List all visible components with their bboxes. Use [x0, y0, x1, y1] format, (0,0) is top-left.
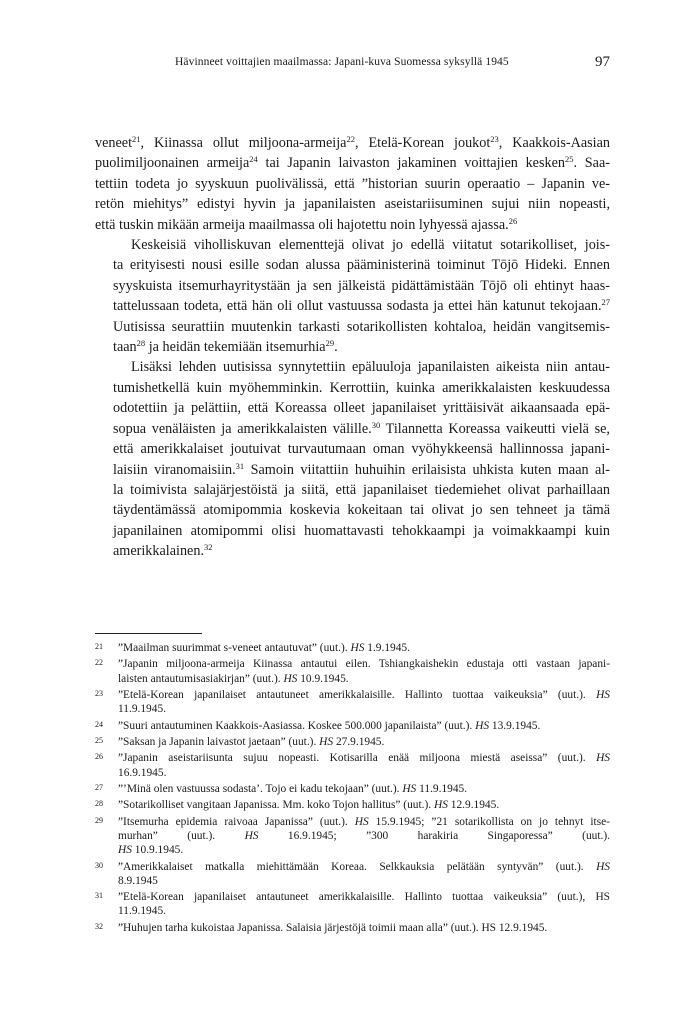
footnote-number: 23 [95, 688, 103, 698]
footnote-number: 22 [95, 658, 103, 668]
footnote-31 [95, 890, 610, 918]
text-line: retön miehitys” edistyi hyvin ja japanilaisten aseistariisuminen sujui niin nopeasti, [95, 196, 610, 213]
text-line: taan$^{28}$ ja heidän tekemiään itsemurhia$^{29}$. [113, 338, 338, 356]
footnote-number: 28 [95, 799, 103, 809]
footnote-ref: 24 [249, 154, 258, 165]
footnote-line: ”Japanin aseistariisunta sujuu nopeasti. Kotisarilla enää miljoona miestä aseissa” (uut.). HS [118, 752, 610, 765]
footnote-24 [95, 719, 610, 733]
text-line: japanilainen atomipommi olisi huomattavasti tehokkaampi ja voimakkaampi kuin [113, 522, 610, 539]
text-line: odotettiin ja pelättiin, että Koreassa olleet japanilaiset yrittäisivät aikaansaada epä- [113, 400, 610, 417]
footnote-ref: 25 [564, 154, 574, 165]
text-line: puolimiljoonainen armeija$^{24}$ tai Japanin laivaston jakaminen voittajien kesken$^{25}$. Saa- [95, 154, 610, 172]
text-line: veneet$^{21}$, Kiinassa ollut miljoona-armeija$^{22}$, Etelä-Korean joukot$^{23}$, Kaakkois-Aasian [95, 134, 610, 151]
footnote-30 [95, 860, 610, 888]
footnote-26 [95, 751, 610, 779]
footnote-ref: 23 [490, 134, 499, 144]
footnote-ref: 27 [601, 297, 610, 308]
footnote-number: 32 [95, 921, 103, 931]
text-line: la toimivista salajärjestöistä ja siitä, että japanilaiset tiedemiehet olivat parhaillaan [113, 481, 610, 498]
footnote-25 [95, 735, 610, 749]
text-line: että amerikkalaiset joutuivat turvautumaan oman vyöhykkeensä hallinnossa japani- [113, 441, 610, 458]
footnote-29 [95, 815, 610, 858]
footnote-line: ”Saksan ja Japanin laivastot jaetaan” (uut.). HS 27.9.1945. [118, 735, 385, 748]
running-title: Hävinneet voittajien maailmassa: Japani-kuva Suomessa syksyllä 1945 [175, 56, 509, 68]
footnote-line: ”Etelä-Korean japanilaiset antautuneet amerikkalaisille. Hallinto tuottaa vaikeuksia” (uut.), HS [118, 891, 610, 904]
footnote-line: laisten antautumisasiakirjan” (uut.). HS 10.9.1945. [118, 672, 349, 685]
source-abbrev: HS [283, 672, 298, 685]
footnote-line: ”Maailman suurimmat s-veneet antautuvat” (uut.). HS 1.9.1945. [118, 642, 410, 654]
footnote-ref: 29 [325, 338, 335, 349]
footnote-line: ”Japanin miljoona-armeija Kiinassa antautui eilen. Tshiangkaishekin edustaja otti vastaan japani- [118, 658, 610, 671]
footnote-line: HS 10.9.1945. [118, 844, 184, 857]
footnote-line: 8.9.1945 [118, 874, 158, 887]
footnote-separator [95, 633, 202, 634]
footnote-line: ”Etelä-Korean japanilaiset antautuneet amerikkalaisille. Hallinto tuottaa vaikeuksia” (uut.). HS [118, 688, 610, 701]
text-line: syyskuista itsemurhayritystään ja sen jälkeistä pidättämistään Tōjō oli ehtinyt haas- [113, 277, 610, 294]
source-abbrev: HS [319, 735, 334, 748]
footnote-28 [95, 798, 610, 812]
text-line: ta erityisesti nousi esille sodan alussa pääministerinä toiminut Tōjō Hideki. Ennen [113, 257, 610, 274]
footnote-23 [95, 688, 610, 716]
footnote-number: 31 [95, 891, 103, 901]
source-abbrev: HS [354, 815, 369, 828]
footnote-number: 25 [95, 735, 103, 745]
paragraph-3 [95, 357, 610, 561]
paragraph-2 [95, 235, 610, 357]
text-line: Lisäksi lehden uutisissa synnytettiin epäluuloja japanilaisten aikeista niin antau- [131, 359, 610, 376]
footnote-line: ”Itsemurha epidemia raivoaa Japanissa” (uut.). HS 15.9.1945; ”21 sotarikollista on jo tehnyt itse- [118, 815, 610, 828]
source-abbrev: HS [118, 844, 132, 857]
paragraph-1 [95, 133, 610, 235]
text-line: tettiin todeta jo syyskuun puolivälissä, että ”historian suurin operaatio – Japanin ve- [95, 175, 610, 192]
footnote-number: 29 [95, 815, 103, 825]
footnote-21 [95, 641, 610, 655]
text-line: Uutisissa seurattiin muutenkin tarkasti sotarikollisten kohtaloa, heidän vangitsemis- [113, 318, 610, 335]
footnote-32 [95, 921, 610, 935]
text-line: täydentämässä atomipommia koskevia kokeitaan tai olivat jo sen tehneet ja tämä [113, 502, 610, 519]
footnote-line: ”Suuri antautuminen Kaakkois-Aasiassa. Koskee 500.000 japanilaista” (uut.). HS 13.9.1945. [118, 719, 541, 732]
footnote-number: 26 [95, 752, 103, 762]
footnote-line: ”Sotarikolliset vangitaan Japanissa. Mm. koko Tojon hallitus” (uut.). HS 12.9.1945. [118, 799, 500, 812]
text-line: Keskeisiä viholliskuvan elementtejä olivat jo edellä viitatut sotarikolliset, jois- [131, 237, 610, 254]
text-line: tumishetkellä kuin myöhemminkin. Kerrottiin, kuinka amerikkalaisten keskuudessa [113, 379, 610, 396]
footnote-ref: 21 [132, 134, 141, 144]
footnote-number: 21 [95, 642, 103, 651]
footnote-ref: 26 [508, 215, 518, 226]
footnote-ref: 31 [235, 460, 245, 471]
source-abbrev: HS [402, 782, 417, 795]
footnote-ref: 32 [204, 542, 213, 553]
source-abbrev: HS [350, 642, 365, 654]
footnote-number: 27 [95, 782, 103, 792]
source-abbrev: HS [596, 688, 610, 701]
text-line: tattelussaan todeta, että hän oli ollut vastuussa sodasta ja ettei hän katunut tekojaan.$^{27}$ [113, 297, 610, 315]
source-abbrev: HS [596, 860, 610, 873]
footnote-line: murhan” (uut.). HS 16.9.1945; ”300 harakiria Singaporessa” (uut.). [118, 829, 610, 842]
footnote-line: ”’Minä olen vastuussa sodasta’. Tojo ei kadu tekojaan” (uut.). HS 11.9.1945. [118, 782, 468, 795]
footnotes [95, 641, 610, 937]
source-abbrev: HS [475, 719, 490, 732]
text-line: että tuskin mikään armeija maailmassa oli hajotettu noin lyhyessä ajassa.$^{26}$ [95, 215, 518, 233]
footnote-line: 16.9.1945. [118, 766, 167, 779]
text-line: sopua venäläisten ja amerikkalaisten välille.$^{30}$ Tilannetta Koreassa vaikeutti vielä se, [113, 419, 610, 437]
page-number: 97 [595, 54, 610, 70]
footnote-line: ”Amerikkalaiset matkalla miehittämään Koreaa. Selkkauksia pelätään syntyvän” (uut.). HS [118, 860, 610, 873]
footnote-ref: 30 [371, 419, 381, 430]
body-text [95, 133, 610, 562]
footnote-number: 24 [95, 719, 103, 729]
footnote-line: ”Huhujen tarha kukoistaa Japanissa. Salaisia järjestöjä toimii maan alla” (uut.). HS 12.9.1945. [118, 921, 548, 934]
running-header [95, 56, 610, 72]
text-line: laisiin viranomaisiin.$^{31}$ Samoin viitattiin huhuihin erilaisista uhkista kuten maan al- [113, 460, 610, 478]
source-abbrev: HS [244, 829, 259, 842]
footnote-27 [95, 782, 610, 796]
footnote-line: 11.9.1945. [118, 905, 166, 918]
footnote-line: 11.9.1945. [118, 703, 166, 716]
footnote-22 [95, 657, 610, 685]
footnote-ref: 22 [346, 134, 355, 144]
footnote-ref: 28 [136, 338, 146, 349]
footnote-number: 30 [95, 860, 103, 870]
text-line: amerikkalainen.$^{32}$ [113, 542, 213, 560]
source-abbrev: HS [596, 752, 610, 765]
source-abbrev: HS [433, 799, 448, 812]
